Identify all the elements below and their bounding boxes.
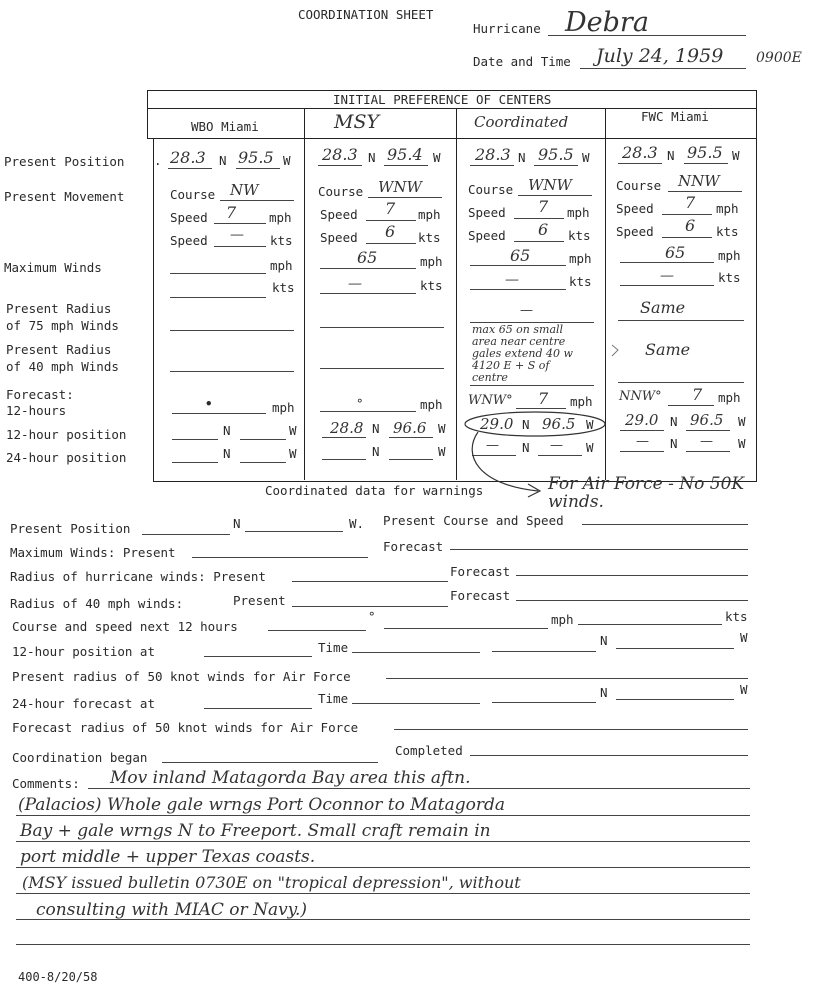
fc24-at-line [204,708,312,709]
comment-rule-3 [16,841,750,842]
fwc-max-mph-unit: mph [718,248,741,263]
max-winds-label: Maximum Winds: Present [10,545,176,560]
coord-kts-unit: kts [568,228,591,243]
coord-speed-kts-line [514,241,564,242]
table-title: INITIAL PREFERENCE OF CENTERS [333,92,552,107]
msy-pos24-w-unit: W [438,444,446,459]
coord-fc-course: WNW° [468,393,513,408]
radius-hurricane-present-line [292,581,448,582]
table-top-border [147,90,757,91]
coord-fc-mph: 7 [538,389,549,408]
course-speed-mph-unit: mph [551,612,574,627]
coord-max-kts-unit: kts [569,274,592,289]
row-label-radius-75-line1: Present Radius [6,301,112,316]
note-arrow-head [528,484,540,497]
pos12-time-label: Time [318,640,349,655]
table-left-border [147,90,148,138]
wbo-fc-course-line [172,413,266,414]
fwc-speed2-label: Speed [616,224,654,239]
pos12-time-line [352,652,480,653]
fwc-lat-line [618,163,662,164]
coord-mph-unit: mph [567,205,590,220]
fc-radius-50-label: Forecast radius of 50 knot winds for Air Force [12,720,359,735]
fwc-n-unit: N [667,148,675,163]
radius-40-label: Radius of 40 mph winds: [10,596,184,611]
coord-speed2-label: Speed [468,228,506,243]
page-title: COORDINATION SHEET [298,7,434,22]
fwc-max-mph-line [620,262,714,263]
msy-speed2-label: Speed [320,230,358,245]
column-header-coordinated: Coordinated [474,113,569,131]
fwc-pos12-lon-line [686,430,730,431]
wbo-pos24-lat-line [172,462,218,463]
hurricane-name: Debra [565,7,649,38]
coord-max-kts-line [470,289,566,290]
wbo-pos12-w-unit: W [289,423,297,438]
present-position-lon-line [245,531,343,532]
radius-hurricane-label: Radius of hurricane winds: Present [10,569,266,584]
row-label-12-hour-position: 12-hour position [6,427,127,442]
msy-pos12-w-unit: W [438,421,446,436]
fwc-speed-label: Speed [616,201,654,216]
fwc-max-mph: 65 [665,243,686,262]
wbo-kts-unit: kts [270,233,293,248]
wbo-fc-deg: • [205,396,213,411]
wbo-speed-kts-line [214,246,266,247]
wbo-lon: 95.5 [238,148,274,167]
msy-pos12-lat: 28.8 [330,419,364,437]
coord-lon-line [534,165,578,166]
fwc-lon: 95.5 [687,143,723,162]
pos12-at-line [204,656,312,657]
fwc-r40: Same [645,340,691,359]
fwc-course-line [668,191,742,192]
coordination-began-line [162,762,378,763]
fwc-kts-unit: kts [716,224,739,239]
wbo-fc-mph-unit: mph [272,400,295,415]
fc24-time-line [352,703,480,704]
course-speed-kts-line [578,624,722,625]
max-winds-forecast-line [450,549,748,550]
coord-course: WNW [528,176,572,194]
wbo-w-unit: W [283,153,291,168]
table-header-divider [147,138,757,139]
wbo-speed-kts: — [230,227,244,243]
radius-hurricane-forecast-line [516,575,748,576]
wbo-speed-mph-line [214,223,266,224]
msy-course: WNW [378,178,422,196]
wbo-pos12-lon-line [240,439,286,440]
msy-speed-kts: 6 [385,222,396,241]
fc24-w-unit: W [740,682,748,697]
msy-n-unit: N [368,150,376,165]
comment-line-6: consulting with MIAC or Navy.) [36,900,308,920]
fwc-lat: 28.3 [622,143,658,162]
course-speed-mph-line [384,628,548,629]
coord-pos24-n-unit: N [522,440,530,455]
fc24-label: 24-hour forecast at [12,696,155,711]
msy-lon: 95.4 [387,145,423,164]
table-left-border-lower [153,138,154,481]
column-divider-1 [304,108,305,480]
msy-max-kts-unit: kts [420,278,443,293]
msy-max-mph-line [320,268,416,269]
coord-speed-mph-line [514,218,564,219]
row-label-forecast-line1: Forecast: [6,387,74,402]
comment-rule-1 [88,788,750,789]
row-label-radius-75-line2: of 75 mph Winds [6,318,119,333]
max-winds-forecast-label: Forecast [383,539,444,554]
course-speed-label: Course and speed next 12 hours [12,619,238,634]
fc-radius-50-line [394,729,748,730]
coord-max-kts: — [505,272,519,288]
wbo-course-label: Course [170,187,216,202]
fwc-pos12-w-unit: W [738,414,746,429]
row-label-radius-40-line2: of 40 mph Winds [6,359,119,374]
present-position-lat-line [142,534,230,535]
fwc-pos24-n-unit: N [670,436,678,451]
wbo-course: NW [230,181,259,199]
msy-speed-kts-line [366,243,416,244]
coord-course-line [518,195,592,196]
course-speed-course-line [268,630,366,631]
msy-lat-line [318,165,362,166]
fwc-fc-mph-line [668,405,714,406]
msy-pos12-lat-line [322,437,366,438]
radius-40-forecast-label: Forecast [450,588,511,603]
coord-lat-line [470,165,514,166]
pos12-label: 12-hour position at [12,644,155,659]
radius-40-present-line [292,606,448,607]
max-winds-present-line [192,557,368,558]
hurricane-label: Hurricane [473,21,541,36]
wbo-pos12-lat-line [172,439,218,440]
fwc-r75: Same [640,298,686,317]
coord-r40-line1: max 65 on small [472,323,564,336]
present-course-label: Present Course and Speed [383,513,564,528]
date-value: July 24, 1959 [596,45,724,67]
fc24-lon-line [616,699,734,700]
coord-pos24-lat: — [486,438,499,453]
column-header-fwc: FWC Miami [641,109,709,124]
wbo-max-mph-line [170,273,266,274]
coord-r40-line5: centre [472,371,508,384]
msy-r40-line [320,368,444,369]
radius-40-forecast-line [516,600,748,601]
coord-pos12-lat: 29.0 [480,415,514,433]
course-speed-kts-unit: kts [725,609,748,624]
wbo-pos24-lon-line [240,462,286,463]
coord-max-mph-unit: mph [569,251,592,266]
wbo-max-kts-unit: kts [272,280,295,295]
msy-max-mph: 65 [357,248,378,267]
msy-max-mph-unit: mph [420,254,443,269]
coord-pos24-lat-line [472,455,516,456]
comment-rule-7 [16,944,750,945]
coord-fc-mph-unit: mph [570,394,593,409]
coord-max-mph: 65 [510,246,531,265]
fwc-pos24-lon-line [686,451,730,452]
fwc-speed-mph-line [662,214,712,215]
fwc-speed-kts-line [662,237,712,238]
form-code: 400-8/20/58 [18,970,98,984]
msy-lat: 28.3 [322,145,358,164]
comments-label: Comments: [12,776,80,791]
msy-pos24-lon-line [389,459,433,460]
coord-r40-line4: 4120 E + S of [472,359,550,372]
msy-fc-deg: ° [356,396,364,411]
coord-lat: 28.3 [475,145,511,164]
pos12-lon-line [616,648,734,649]
fwc-max-kts: — [660,268,674,284]
msy-pos12-lon-line [389,437,433,438]
comment-line-4: port middle + upper Texas coasts. [20,847,316,867]
coord-r40-line [470,385,594,386]
present-position-n-unit: N [233,516,241,531]
wbo-max-mph-unit: mph [270,258,293,273]
comment-rule-2 [16,815,750,816]
fwc-r40-line [618,382,744,383]
row-label-forecast-line2: 12-hours [6,403,67,418]
wbo-lat-line [168,168,212,169]
column-divider-2 [456,108,457,480]
fwc-w-unit: W [732,148,740,163]
column-divider-3 [605,108,606,480]
column-header-msy: MSY [334,111,380,133]
fwc-mph-unit: mph [716,201,739,216]
wbo-max-kts-line [170,297,266,298]
row-label-present-movement: Present Movement [4,189,125,204]
fwc-fc-mph: 7 [692,385,703,404]
time-value: 0900E [756,50,802,66]
comment-line-2: (Palacios) Whole gale wrngs Port Oconnor to Matagorda [18,795,506,815]
fwc-pos12-lon: 96.5 [690,411,724,429]
msy-fc-mph-unit: mph [420,397,443,412]
msy-lon-line [384,165,428,166]
msy-max-kts-line [320,293,416,294]
wbo-r40-line [170,371,294,372]
hurricane-name-line [548,35,746,36]
coord-w-unit: W [582,150,590,165]
msy-speed-mph-line [366,220,416,221]
msy-fc-course-line [320,411,416,412]
completed-label: Completed [395,743,463,758]
comment-rule-4 [16,867,750,868]
fwc-r75-line [618,320,744,321]
completed-line [470,755,748,756]
comment-line-1: Mov inland Matagorda Bay area this aftn. [110,768,471,788]
coordination-began-label: Coordination began [12,750,148,765]
msy-pos24-lat-line [322,459,366,460]
comment-rule-6 [16,919,750,920]
column-header-wbo: WBO Miami [191,119,259,134]
coord-lon: 95.5 [538,145,574,164]
fwc-speed-mph: 7 [685,193,696,212]
msy-pos12-n-unit: N [372,421,380,436]
fwc-pos24-w-unit: W [738,436,746,451]
fwc-speed-kts: 6 [685,216,696,235]
msy-mph-unit: mph [418,207,441,222]
coord-pos24-lon: — [550,438,563,453]
msy-kts-unit: kts [418,230,441,245]
table-right-border [756,90,757,481]
fwc-lon-line [684,163,728,164]
warnings-title: Coordinated data for warnings [265,483,484,498]
fc24-n-unit: N [600,685,608,700]
pos12-w-unit: W [740,630,748,645]
msy-r75-line [320,327,444,328]
coord-pos24-w-unit: W [586,440,594,455]
coord-pos24-lon-line [538,455,582,456]
coord-r75: — [520,303,533,318]
coord-max-mph-line [470,265,566,266]
wbo-lon-line [236,168,280,169]
radius-40-present-label: Present [233,593,286,608]
row-label-present-position: Present Position [4,154,125,169]
msy-speed-label: Speed [320,207,358,222]
fwc-pos12-n-unit: N [670,414,678,429]
coord-pos12-w-unit: W [586,417,594,432]
fwc-pos12-lat-line [620,430,664,431]
msy-speed-mph: 7 [385,199,396,218]
coord-r40-line2: area near centre [472,335,566,348]
radius-50-line [386,678,748,679]
coord-course-label: Course [468,182,514,197]
wbo-mph-unit: mph [269,210,292,225]
wbo-pos24-w-unit: W [289,446,297,461]
fwc-course: NNW [678,172,720,190]
msy-max-kts: — [348,276,362,292]
date-line [580,68,746,69]
date-label: Date and Time [473,54,571,69]
msy-pos24-n-unit: N [372,444,380,459]
coord-pos12-lon: 96.5 [542,415,576,433]
fwc-max-kts-unit: kts [718,270,741,285]
fwc-pos12-lat: 29.0 [625,411,659,429]
wbo-lat: 28.3 [170,148,206,167]
coord-n-unit: N [518,150,526,165]
fwc-pos24-lon: — [700,434,713,449]
fwc-pos24-lat-line [620,451,664,452]
comment-rule-5 [16,893,750,894]
wbo-speed-mph: 7 [226,203,237,222]
fwc-fc-course: NNW° [619,389,662,404]
pos12-n-unit: N [600,633,608,648]
course-speed-deg: ° [368,609,376,624]
row-label-maximum-winds: Maximum Winds [4,260,102,275]
fwc-same-mark [612,345,618,356]
pos12-lat-line [492,651,596,652]
fc24-time-label: Time [318,691,349,706]
row-label-radius-40-line1: Present Radius [6,342,112,357]
fc24-lat-line [492,702,596,703]
wbo-r75-line [170,330,294,331]
coord-speed-mph: 7 [538,197,549,216]
coord-fc-mph-line [516,408,566,409]
present-position-label: Present Position [10,521,131,536]
comment-line-3: Bay + gale wrngs N to Freeport. Small craft remain in [20,821,491,841]
msy-course-line [368,197,442,198]
wbo-pos24-n-unit: N [223,446,231,461]
coord-speed-kts: 6 [538,220,549,239]
msy-course-label: Course [318,184,364,199]
present-course-line [582,524,748,525]
comment-line-5: (MSY issued bulletin 0730E on "tropical depression", without [22,873,521,892]
wbo-speed-label: Speed [170,210,208,225]
wbo-course-line [220,200,294,201]
wbo-pos12-n-unit: N [223,423,231,438]
wbo-n-unit: N [219,153,227,168]
air-force-note: For Air Force - No 50K winds. [548,474,745,512]
msy-w-unit: W [433,150,441,165]
wbo-speed2-label: Speed [170,233,208,248]
present-position-w-unit: W. [349,516,365,531]
row-label-24-hour-position: 24-hour position [6,450,127,465]
fwc-course-label: Course [616,178,662,193]
coord-speed-label: Speed [468,205,506,220]
fwc-pos24-lat: — [636,434,649,449]
radius-50-label: Present radius of 50 knot winds for Air Force [12,669,351,684]
fwc-fc-mph-unit: mph [718,390,741,405]
coord-r40-line3: gales extend 40 w [472,347,573,360]
radius-hurricane-forecast-label: Forecast [450,564,511,579]
msy-pos12-lon: 96.6 [393,419,427,437]
coord-pos12-n-unit: N [522,417,530,432]
fwc-max-kts-line [620,285,714,286]
wbo-dot: . [154,153,162,168]
